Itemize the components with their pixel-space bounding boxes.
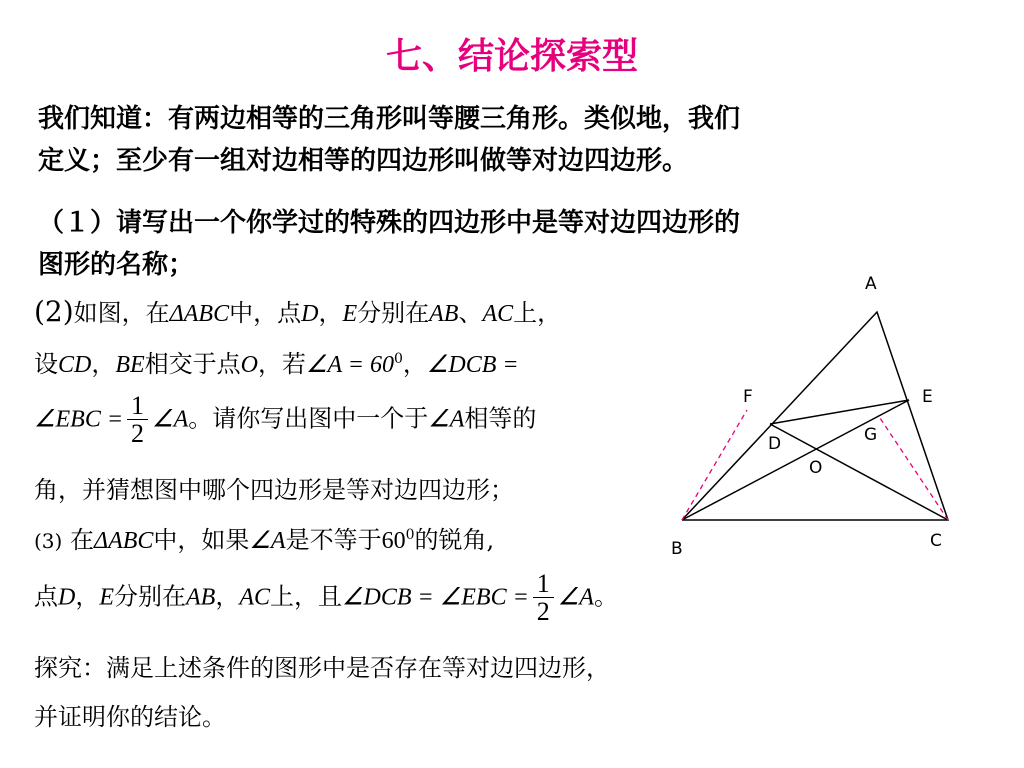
q3-number: (3) (34, 529, 63, 553)
fraction-half: $\frac{1}{2}$ (127, 392, 148, 448)
label-g: G (864, 425, 878, 445)
segment-be (682, 400, 909, 520)
q2-line-1: (2)如图，在ΔABC中，点D，E分别在AB、AC上， (34, 295, 562, 328)
segment-cd (770, 424, 948, 520)
label-a: A (865, 274, 877, 294)
q2-line-4: 角，并猜想图中哪个四边形是等对边四边形； (34, 476, 514, 504)
label-c: C (930, 531, 942, 551)
explore-line-1: 探究：满足上述条件的图形中是否存在等对边四边形， (34, 654, 610, 682)
label-f: F (743, 387, 753, 407)
q1-line-2: 图形的名称； (38, 250, 195, 280)
label-d: D (768, 434, 782, 454)
q2-number: (2) (34, 295, 74, 328)
label-b: B (671, 539, 683, 559)
q3-line-1: (3) 在ΔABC中，如果∠A是不等于$60^0$的锐角, (34, 526, 495, 554)
q3-line-2: 点D，E分别在AB，AC上，且∠DCB = ∠EBC = $\frac{1}{2}$ ∠A。 (34, 569, 618, 627)
q2-line-2: 设CD，BE相交于点O，若∠A = $60^0$，∠DCB = (34, 350, 519, 378)
figure-lines (682, 312, 948, 520)
explore-line-2: 并证明你的结论。 (34, 703, 226, 731)
intro-line-1: 我们知道：有两边相等的三角形叫等腰三角形。类似地，我们 (38, 104, 741, 134)
page-title: 七、结论探索型 (385, 36, 638, 77)
q1-line-1: （１）请写出一个你学过的特殊的四边形中是等对边四边形的 (38, 208, 741, 238)
label-e: E (922, 387, 933, 407)
q2-line-3: ∠EBC = $\frac{1}{2}$ ∠A。请你写出图中一个于∠A相等的 (34, 391, 537, 449)
intro-line-2: 定义；至少有一组对边相等的四边形叫做等对边四边形。 (38, 146, 689, 176)
triangle-figure (660, 270, 990, 570)
perpendicular-cg (878, 415, 948, 520)
fraction-half: $\frac{1}{2}$ (533, 570, 554, 626)
label-o: O (809, 458, 823, 478)
